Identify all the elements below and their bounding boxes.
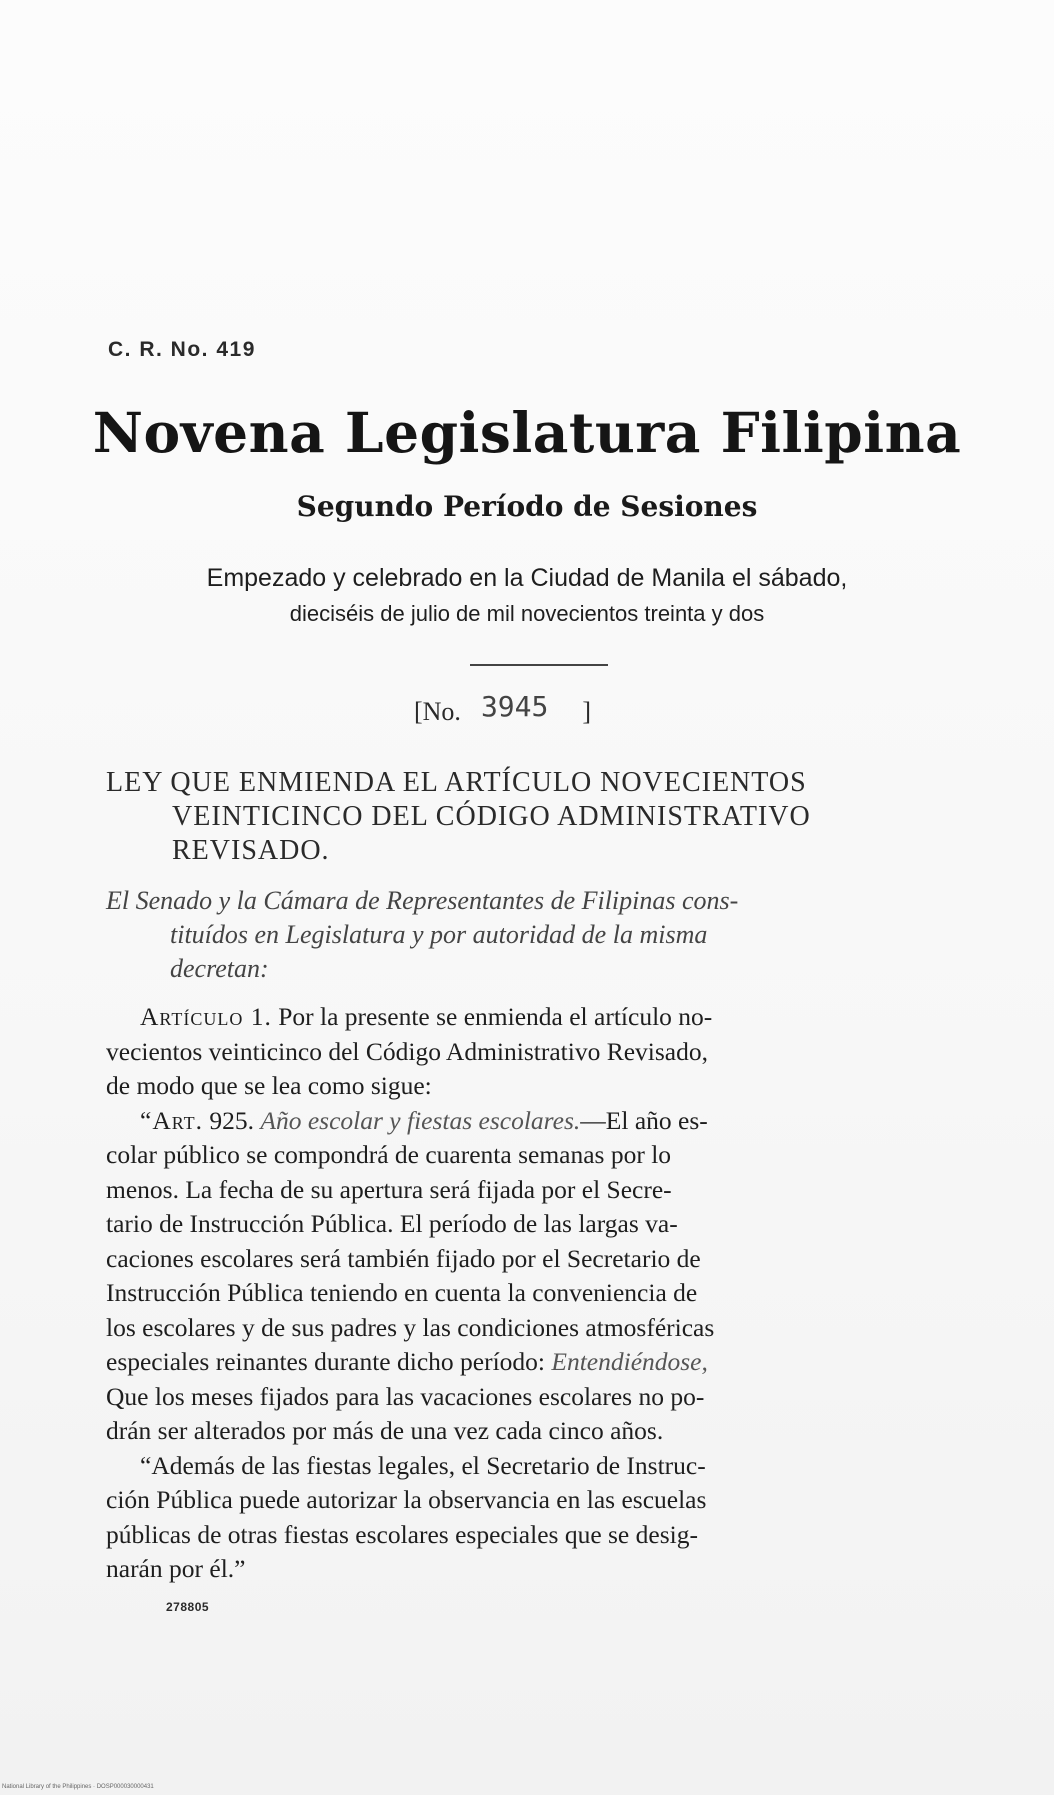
art-925-line-9: Que los meses fijados para las vacaciones escolares no po- xyxy=(106,1381,705,1411)
art-925-line-5: caciones escolares será también fijado por el Secretario de xyxy=(106,1243,701,1273)
article-1-label: Artículo 1. xyxy=(140,1002,272,1031)
art-925-line-7: los escolares y de sus padres y las condiciones atmosféricas xyxy=(106,1312,715,1342)
convened-line-1: Empezado y celebrado en la Ciudad de Manila el sábado, xyxy=(206,564,848,592)
art-925-line-2: colar público se compondrá de cuarenta semanas por lo xyxy=(106,1140,672,1169)
art-925-line-1 xyxy=(106,1104,946,1139)
art-925-para-2-line-2: ción Pública puede autorizar la observancia en las escuelas xyxy=(106,1485,707,1514)
act-body xyxy=(106,1000,946,1587)
art-925-line-8-text: especiales reinantes durante dicho período: xyxy=(106,1347,545,1376)
art-925-line-4: tario de Instrucción Pública. El período de las largas va- xyxy=(106,1209,678,1238)
article-1-line-1-text: Por la presente se enmienda el artículo no- xyxy=(278,1002,713,1031)
article-1-line-3: de modo que se lea como sigue: xyxy=(106,1071,432,1100)
article-1-line-2: vecientos veinticinco del Código Administrativo Revisado, xyxy=(106,1036,708,1066)
convened-statement xyxy=(0,560,1054,632)
footer-tag: National Library of the Philippines · DOSP000030000431 xyxy=(2,1784,154,1790)
enacting-line-3: decretan: xyxy=(170,954,269,983)
art-925-para-2-line-3: públicas de otras fiestas escolares especiales que se desig- xyxy=(106,1519,698,1549)
article-1-line-1 xyxy=(106,1000,946,1035)
title-line-3: REVISADO. xyxy=(172,835,330,866)
art-925-para-2-line-4: narán por él.” xyxy=(106,1554,246,1583)
act-number-suffix: ] xyxy=(582,697,592,726)
print-code: 278805 xyxy=(166,1600,210,1614)
art-925-line-10: drán ser alterados por más de una vez cada cinco años. xyxy=(106,1416,664,1445)
bill-reference: C. R. No. 419 xyxy=(108,338,256,361)
enacting-clause xyxy=(106,884,952,986)
act-title xyxy=(106,766,952,868)
title-line-1: LEY QUE ENMIENDA EL ARTÍCULO NOVECIENTOS xyxy=(106,767,807,798)
art-925-line-3: menos. La fecha de su apertura será fijada por el Secre- xyxy=(106,1174,672,1204)
art-925-para-2-line-1: “Además de las fiestas legales, el Secretario de Instruc- xyxy=(140,1450,706,1480)
art-925-line-8 xyxy=(106,1345,946,1380)
act-number-prefix: [No. xyxy=(414,697,461,726)
session-heading: Segundo Período de Sesiones xyxy=(296,490,758,523)
art-925-line-6: Instrucción Pública teniendo en cuenta la conveniencia de xyxy=(106,1278,698,1307)
separator-rule xyxy=(470,664,608,666)
act-number xyxy=(414,690,592,727)
enacting-line-2: tituídos en Legislatura y por autoridad de la misma xyxy=(170,920,708,949)
art-925-number: 925. xyxy=(209,1105,255,1135)
enacting-line-1: El Senado y la Cámara de Representantes de Filipinas cons- xyxy=(106,886,739,915)
act-number-stamp: 3945 xyxy=(480,690,549,723)
art-925-open: “Art. xyxy=(140,1105,204,1135)
art-925-line-8-italic: Entendiéndose, xyxy=(551,1347,708,1376)
title-line-2: VEINTICINCO DEL CÓDIGO ADMINISTRATIVO xyxy=(172,801,811,832)
legislature-heading: Novena Legislatura Filipina xyxy=(92,400,962,465)
convened-line-2: dieciséis de julio de mil novecientos treinta y dos xyxy=(289,601,765,626)
art-925-line-1-rest: —El año es- xyxy=(580,1105,708,1135)
art-925-heading: Año escolar y fiestas escolares. xyxy=(260,1105,581,1135)
